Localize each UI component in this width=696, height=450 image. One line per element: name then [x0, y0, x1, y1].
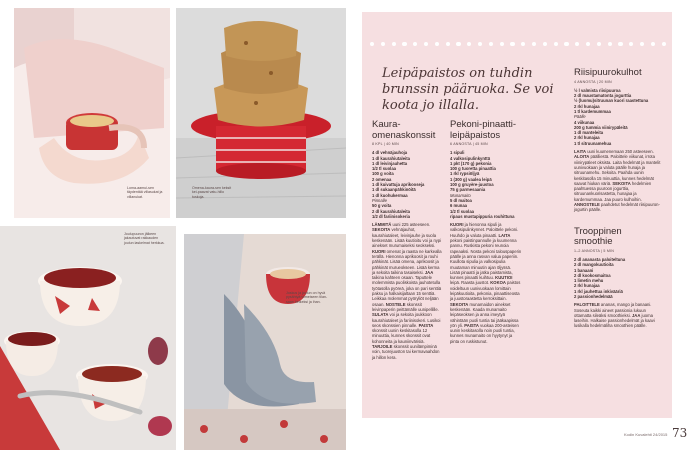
- instructions: LÄMMITÄ uuni 225 asteeseen. SEKOITA vehnäjauhot, kaurahiutaleet, leivinjauhe ja suola keskenään. Lisää kuutioitu voi ja nypi ainekset murumaiseksi seokseksi. KUORI omenat ja raasta ne karkealla terällä. Hienonna aprikoosit ja rouhi pähkinät. Lisää omena, aprikoosit ja pähkinät murueokseen. Lisää kerma ja sekoita taikina tasaiseksi. JAA taikina kahteen osaan. Taputtele molemmista puoliskoista jauhotetulla työtasolla pyöreä, joka on pari senttiä paksu ja halkaisijaltaan 15 senttiä. Leikkaa molemmat pyöryliöt neljään osaan. NOSTELE skonssit leivinpaperin peittämälle uunipellille. SULATA voi ja sekoita joukkoon kaurahiutaleet ja fariinisokeri. Lusikoi seos skonssien pinnalle. PAISTA skonssit uunin keskitasolla 12 minuuttia, kunnes skonssit ovat kohonneita ja kauniinvärisiä. TARJOILE skonssit uunilämpiminä voin, tuorejuuston tai kermavaahdon ja hillon kera.: [372, 222, 442, 360]
- ingredients-list: 4 dl vehnäjauhoja 1 dl kaurahiutaleita 1 dl leivinjauhetta 1/2 tl suolaa 100 g voita 2 omenaa 1 dl kuivattuja aprikooseja 1 dl sukaanpähkinöitä 1 dl kuohukermaa Pinnalle 50 g voita 2 dl kaurahiutaleita 1/2 dl fariinisokeria: [372, 150, 425, 219]
- recipe-column-3: [574, 68, 662, 329]
- recipe-meta: 4 ANNOSTA | 20 MIN: [574, 79, 612, 84]
- recipe-column-1: [372, 120, 442, 360]
- instructions: PALOITTELE ananas, mango ja banaani. Soseuta kaikki aineet passionia lukuun ottamatta sileäksi smoothieksi. JAA juoma laseihin. Halkaise passionhedelmät ja kaavi lusikalla hedelmäliha smoothien päälle.: [574, 302, 655, 329]
- ingredients-list: 1 sipuli 4 valkosipulinkynttä 1 pkt (170 g) pekonia 100 g tuoretta pinaattia 1 rkl rypsiöljyä 1 (300 g) vaalea leipä 100 g gruyère-juustoa 75 g parmesaania Munamaito 5 dl maitoa 6 munaa 1/2 tl suolaa ripaus mustapippuria rouhittuna: [450, 150, 515, 219]
- caption-1: Loma-aamui-sen täydentää villasukat ja villanukat.: [127, 186, 163, 199]
- headline: Leipäpaistos on tuhdin brunssin pääruoka. Se voi koota jo illalla.: [382, 66, 554, 113]
- footer-magazine: Kodin Kuvalehti 24/2015: [624, 432, 668, 437]
- recipe-title: Riisipuurokulhot: [574, 67, 642, 78]
- page-number: 73: [672, 426, 688, 440]
- dot-border: [370, 42, 666, 50]
- ingredients-list: ½ l valmista riisipuuroa 2 dl maustamatonta jogurttia ½ (luomu)sitruunan kuori raastettuna 2 rkl hunajaa 1 tl kardemummaa Päälle 4 viikunaa 200 g tummia viinirypäleitä 1 dl manteleita 2 rkl hunajaa 1 tl sitruunamehua: [574, 87, 649, 146]
- recipe-meta: 1–2 ANNOSTA | 5 MIN: [574, 248, 615, 253]
- instructions: LAITA uuni kuumenemaan 250 asteeseen. ALOITA päälliestä. Paloittele viikunat, irrota viinirypäleet oksista. Laita hedelmät ja mantelit uunivuokaan ja valuta päälle hunaja ja sitruunamehu. Sekoita. Paahda uunin keskitasolla 15 minuuttia, kunnes hedelmät saavat hiukan väriä. SEKOITA hedelmien paahtuessa puuroon jogurttia, sitruunankuorisastetta, hunajaa ja kardemummaa. Jaa puuro kulhoihin. ANNOSTELE paahdetut hedelmät riisipuuron-jogurtin päälle.: [574, 149, 661, 213]
- caption-2: Omena-kaura-sen keksit kei-paavat vatu-hillo tuskoja.: [192, 186, 232, 199]
- ingredients-list: 2 dl ananasta paloiteltuna 2 dl mangokuutioita 1 banaani 2 dl kookosmaitoa 1 limetin mehu 2 rkl hunajaa 1 rkl jauhettua inkivääriä 2 passionhedelmää: [574, 256, 626, 299]
- photo-woolsocks: [184, 234, 346, 450]
- caption-3: Joulupuuron jälkeen jakautuvat rakkauden joulun laskelmat herkkua.: [124, 232, 165, 245]
- recipe-column-2: [450, 120, 522, 344]
- recipe-title: Trooppinen smoothie: [574, 225, 622, 248]
- recipe-title: Pekoni-pinaatti-leipäpaistos: [450, 119, 517, 141]
- photo-porridge-bowls: [0, 226, 176, 450]
- recipe-meta: 6 ANNOSTA | 45 MIN: [450, 142, 488, 146]
- recipe-meta: 8 KPL | 40 MIN: [372, 142, 399, 146]
- instructions: KUORI ja hienonna sipuli ja valkosipulinkynnet. Paloittele pekoni. Huuhdo ja valuta pinaatti. LAITA pekoni paistinpannulle ja kuumenna pannu. Ruskista pekoni reunoia rapeaaksi. Nosta pekoni talouspaperin päälle ja anna rasvan valua paperiin. Kuullota sipulia ja valkosipulia muutaman minuutin ajan öljyssä. Lisää pinaatti ja jatka paistamista, kunnes pinaatti kuihtuu. KUUTIOI leipä. Raasta juustot. KOKOA paistos voideltuun uunivuokaan lomittain leipäkuutioita, pekonia, pinaattiseosta ja juustoraastetta kerroksittain. SEKOITA munamaidon ainekset keskenään. Kaada munamaito leipäseoksen ja anna imeytyä vähintään puoli tuntia tai jääkaapissa yön yli. PAISTA vuokaa 200-asteisen uunin keskitasolla noin puoli tuntia, kunnes munamaito on hyytynyt ja pinta on ruskistunut.: [450, 222, 522, 344]
- recipe-title: Kaura-omenaskonssit: [372, 119, 436, 141]
- caption-4: Joskus ja joulun on hyvä pysähtyä viimeiseen tilan-saan hetkeksi ja ihan.: [286, 291, 328, 304]
